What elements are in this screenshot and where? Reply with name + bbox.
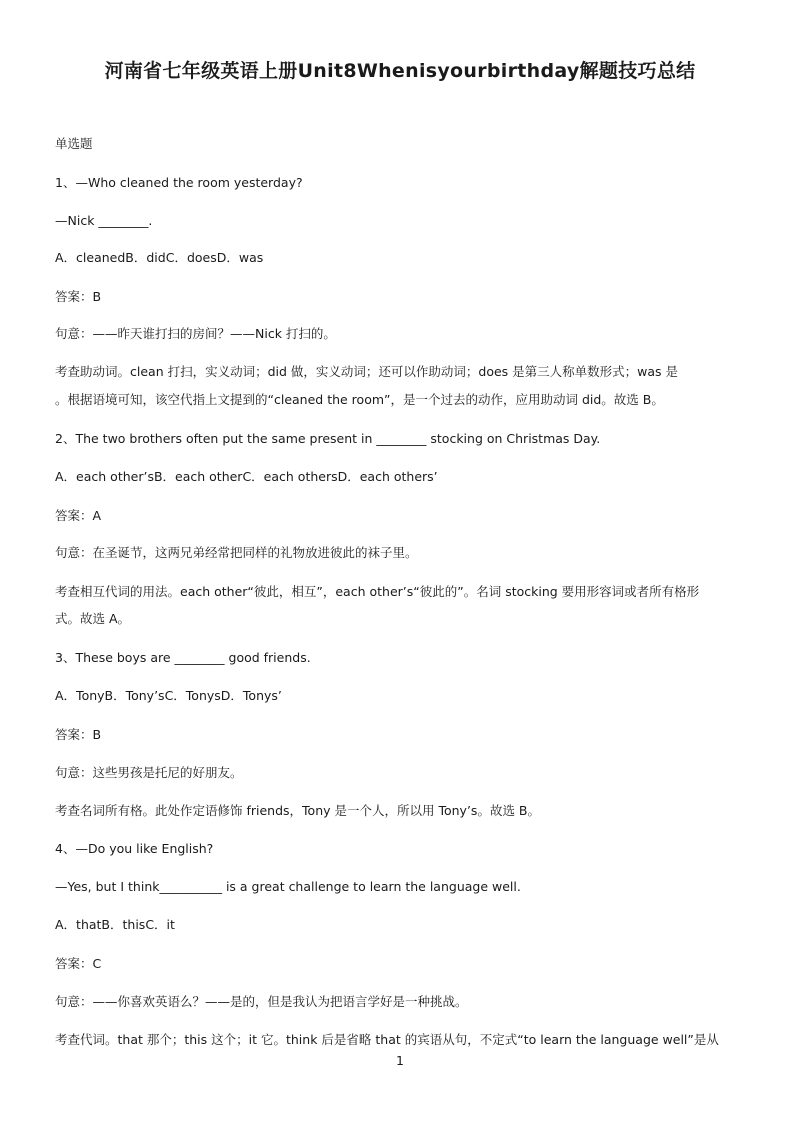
q1-question: 1、—Who cleaned the room yesterday? [55,175,303,190]
q1-options: A．cleanedB．didC．doesD．was [55,250,264,265]
q3-options: A．TonyB．Tony’sC．TonysD．Tonys’ [55,688,282,703]
q1-analysis-line2: 。根据语境可知，该空代指上文提到的“cleaned the room”，是一个过去的动作，应用助动词 did。故选 B。 [55,392,664,407]
document-title: 河南省七年级英语上册Unit8Whenisyourbirthday解题技巧总结 [104,60,696,82]
page-number: 1 [396,1053,404,1068]
q2-options: A．each other’sB．each otherC．each othersD．each others’ [55,469,438,484]
q1-analysis-line1: 考查助动词。clean 打扫，实义动词；did 做，实义动词；还可以作助动词；does 是第三人称单数形式；was 是 [55,364,679,379]
section-heading: 单选题 [55,136,93,151]
q3-analysis-line1: 考查名词所有格。此处作定语修饰 friends，Tony 是一个人，所以用 Tony’s。故选 B。 [55,803,540,818]
q2-analysis-line2: 式。故选 A。 [55,611,131,626]
q3-meaning: 句意：这些男孩是托尼的好朋友。 [55,765,243,780]
q2-meaning: 句意：在圣诞节，这两兄弟经常把同样的礼物放进彼此的袜子里。 [55,545,418,560]
q4-options: A．thatB．thisC．it [55,917,175,932]
q2-question: 2、The two brothers often put the same present in ________ stocking on Christmas Day. [55,431,601,446]
q4-line2: —Yes, but I think__________ is a great challenge to learn the language well. [55,879,521,894]
q1-answer: 答案：B [55,289,102,304]
q4-question: 4、—Do you like English? [55,841,214,856]
q2-answer: 答案：A [55,508,102,523]
q1-meaning: 句意：——昨天谁打扫的房间？——Nick 打扫的。 [55,326,336,341]
q1-line2: —Nick ________. [55,213,153,228]
q4-answer: 答案：C [55,956,102,971]
q2-analysis-line1: 考查相互代词的用法。each other“彼此，相互”，each other’s“彼此的”。名词 stocking 要用形容词或者所有格形 [55,584,700,599]
q4-meaning: 句意：——你喜欢英语么？——是的，但是我认为把语言学好是一种挑战。 [55,994,468,1009]
q3-question: 3、These boys are ________ good friends. [55,650,311,665]
q4-analysis-line1: 考查代词。that 那个；this 这个；it 它。think 后是省略 that 的宾语从句，不定式“to learn the language well”是从 [55,1032,719,1047]
q3-answer: 答案：B [55,727,102,742]
